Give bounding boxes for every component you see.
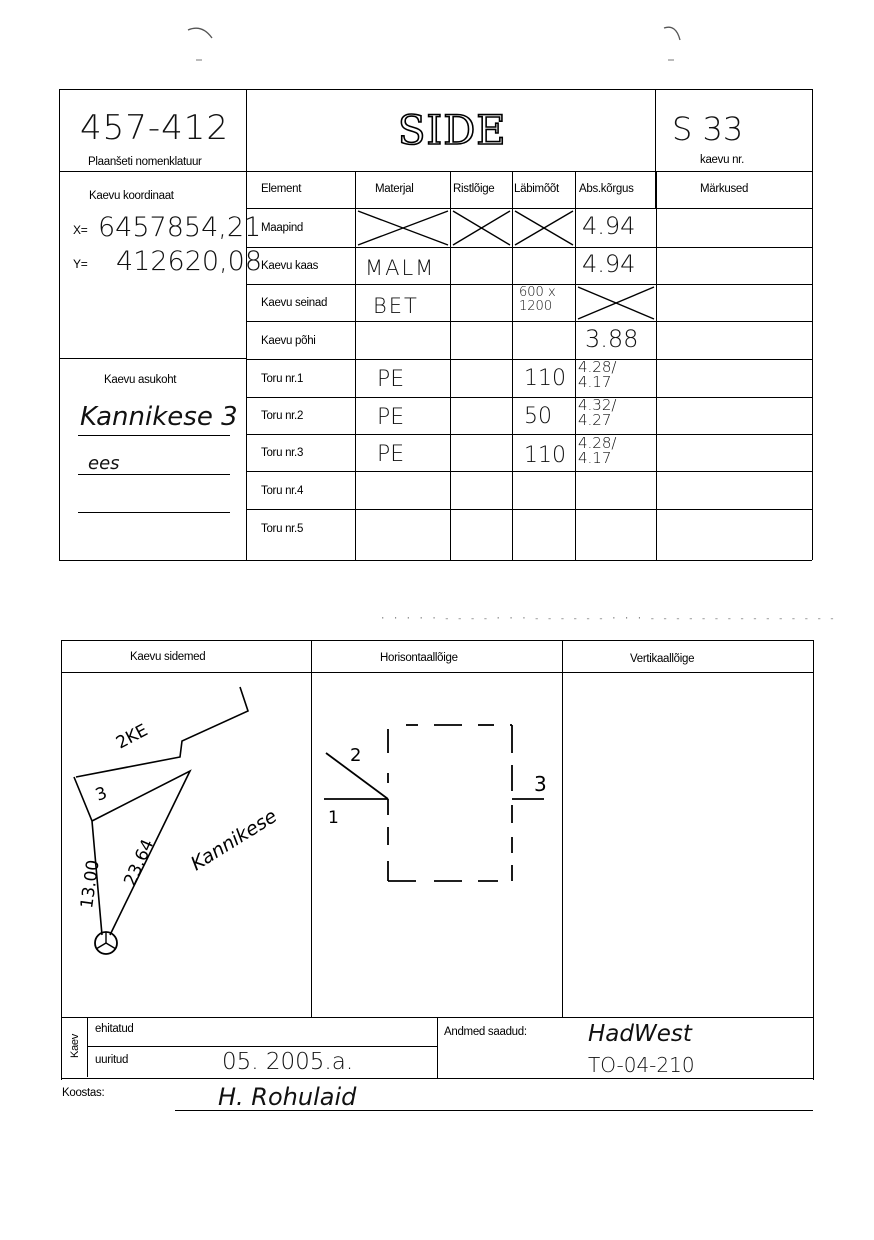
row-diameter-2: 600 x 1200 — [519, 285, 556, 314]
col-header-diameter: Läbimõõt — [514, 183, 559, 195]
row-element-4: Toru nr.1 — [261, 373, 304, 385]
label-pipe-2: 2 — [350, 745, 362, 766]
coordinates-label: Kaevu koordinaat — [89, 190, 174, 202]
nomenclature-label: Plaanšeti nomenklatuur — [88, 156, 202, 168]
location-line1: Kannikese 3 — [80, 402, 238, 432]
punch-mark-left — [186, 24, 216, 64]
compiled-label: Koostas: — [62, 1087, 105, 1099]
location-line2: ees — [88, 453, 120, 474]
label-pipe-3-horizontal: 3 — [534, 772, 547, 796]
col-header-remarks: Märkused — [700, 183, 749, 195]
data-received-reference: TO-04-210 — [588, 1053, 695, 1077]
y-coordinate-value: 412620,08 — [116, 246, 263, 277]
kaev-side-label: Kaev — [69, 1034, 81, 1058]
horizontal-section-header: Horisontaallõige — [380, 652, 458, 664]
row-material-1: MALM — [365, 256, 436, 280]
crossed-cell-icon — [576, 285, 656, 321]
checked-value: 05. 2005.a. — [222, 1049, 354, 1075]
x-prefix: X= — [73, 223, 88, 237]
col-header-material: Materjal — [375, 183, 414, 195]
col-header-abs-height: Abs.kõrgus — [579, 183, 634, 195]
crossed-cell-icon — [451, 209, 512, 247]
checked-label: uuritud — [95, 1054, 129, 1066]
row-element-5: Toru nr.2 — [261, 410, 304, 422]
row-element-6: Toru nr.3 — [261, 447, 304, 459]
row-material-4: PE — [377, 367, 405, 392]
row-diameter-4: 110 — [524, 366, 566, 391]
sidemed-header: Kaevu sidemed — [130, 651, 206, 663]
row-element-3: Kaevu põhi — [261, 335, 316, 347]
page-title: SIDE — [398, 108, 507, 154]
vertical-section-header: Vertikaallõige — [630, 653, 695, 665]
built-label: ehitatud — [95, 1023, 134, 1035]
row-abs-1: 4.94 — [582, 250, 636, 278]
well-number-value: S 33 — [672, 110, 744, 148]
separator-dots: · · · · · - - - - · · · - - - - - - · · · - - - - - - - - - - - - - - - — [380, 614, 836, 624]
row-diameter-6: 110 — [524, 443, 566, 468]
compiled-value: H. Rohulaid — [218, 1083, 357, 1111]
row-abs-3: 3.88 — [585, 325, 639, 353]
data-received-label: Andmed saadud: — [444, 1026, 527, 1038]
row-element-2: Kaevu seinad — [261, 297, 328, 309]
well-location-sketch — [62, 673, 310, 1016]
row-abs-5: 4.32/ 4.27 — [578, 396, 617, 429]
row-material-6: PE — [377, 442, 405, 467]
nomenclature-value: 457-412 — [80, 108, 230, 148]
label-pipe-1: 1 — [328, 808, 339, 828]
y-prefix: Y= — [73, 257, 88, 271]
label-distance-23: 23.64 — [120, 836, 159, 890]
col-header-element: Element — [261, 183, 302, 195]
row-element-7: Toru nr.4 — [261, 485, 304, 497]
label-2ke: 2KE — [112, 720, 152, 754]
x-coordinate-value: 6457854,21 — [98, 212, 262, 243]
col-header-cross-section: Ristlõige — [453, 183, 495, 195]
row-diameter-5: 50 — [524, 404, 552, 429]
row-element-1: Kaevu kaas — [261, 260, 319, 272]
location-label: Kaevu asukoht — [104, 374, 177, 386]
horizontal-section-sketch — [312, 673, 561, 1016]
row-abs-4: 4.28/ 4.17 — [578, 358, 617, 391]
row-abs-6: 4.28/ 4.17 — [578, 434, 617, 467]
row-element-0: Maapind — [261, 222, 304, 234]
row-element-8: Toru nr.5 — [261, 523, 304, 535]
well-number-label: kaevu nr. — [700, 154, 744, 166]
punch-mark-right — [662, 22, 692, 64]
row-abs-0: 4.94 — [582, 212, 636, 240]
crossed-cell-icon — [356, 209, 450, 247]
label-street: Kannikese — [186, 805, 281, 876]
crossed-cell-icon — [513, 209, 575, 247]
data-received-company: HadWest — [588, 1021, 692, 1047]
label-distance-13: 13.00 — [77, 858, 104, 910]
row-material-5: PE — [377, 405, 405, 430]
label-pipe-3: 3 — [92, 783, 110, 806]
row-material-2: BET — [373, 294, 419, 318]
